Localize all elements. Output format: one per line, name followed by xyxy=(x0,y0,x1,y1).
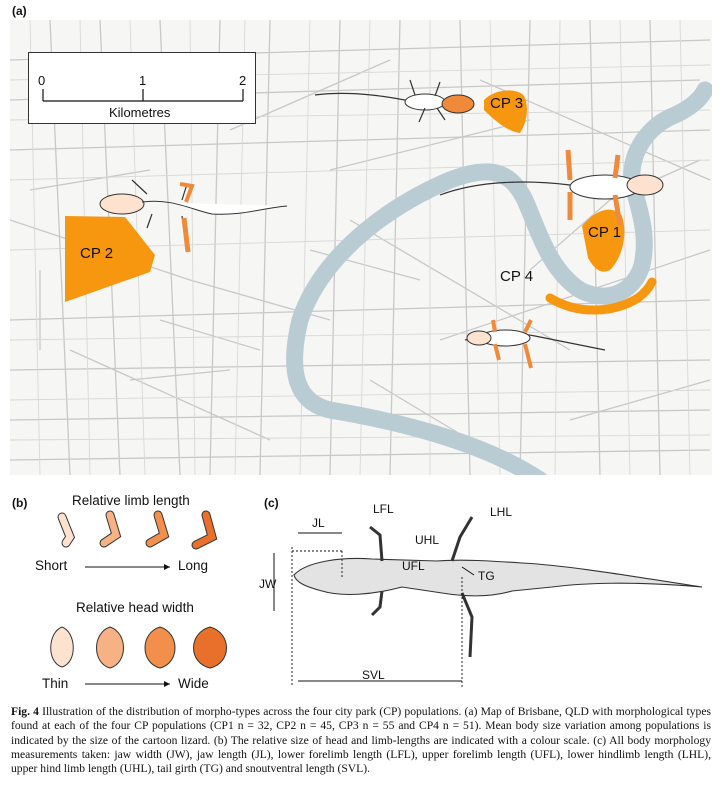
label-lhl: LHL xyxy=(490,505,513,519)
panel-a-label: (a) xyxy=(12,4,27,18)
head-wide xyxy=(194,627,227,668)
caption-text: Illustration of the distribution of morpho-types across the four city park (CP) populations. (a) Map of Brisbane, QLD with morphological types found at each of the four CP populations (CP1 n = 32, CP2 n = 45, CP3 n = 55 and CP4 n = 51). Mean body size variation among populations is indicated by the size of the cartoon lizard. (b) The relative size of head and limb-lengths are indicated with a colour scale. (c) All body morphology measurements taken: jaw width (JW), jaw length (JL), lower forelimb length (LFL), upper forelimb length (UFL), lower hindlimb length (LHL), upper hind limb length (UHL), tail girth (TG) and snoutventral length (SVL). xyxy=(11,705,711,776)
scale-tick-1: 1 xyxy=(139,73,147,88)
head-mid1 xyxy=(97,627,124,668)
lizard-cp4 xyxy=(465,320,605,368)
lizard-silhouette xyxy=(294,559,702,596)
head-color-scale xyxy=(51,627,227,668)
limb-color-scale xyxy=(62,515,212,545)
panel-b-graphic xyxy=(0,487,265,697)
label-ufl: UFL xyxy=(402,559,425,573)
head-scale-title: Relative head width xyxy=(76,600,194,615)
label-tg: TG xyxy=(478,569,495,583)
panel-b-label: (b) xyxy=(12,496,28,510)
label-cp1: CP 1 xyxy=(588,224,622,241)
limb-high-label: Long xyxy=(178,558,209,573)
scale-tick-0: 0 xyxy=(38,73,46,88)
figure-caption xyxy=(11,705,711,776)
limb-low-label: Short xyxy=(35,558,68,573)
figure-number: Fig. 4 xyxy=(11,705,39,718)
head-high-label: Wide xyxy=(178,676,209,691)
label-jl: JL xyxy=(312,516,325,530)
limb-scale-title: Relative limb length xyxy=(72,493,190,508)
label-lfl: LFL xyxy=(373,502,394,516)
panel-b xyxy=(0,487,265,697)
brisbane-map xyxy=(10,20,712,475)
label-svl: SVL xyxy=(362,668,385,682)
label-cp4: CP 4 xyxy=(500,268,534,285)
label-uhl: UHL xyxy=(415,533,440,547)
scale-tick-2: 2 xyxy=(239,73,247,88)
scale-bar xyxy=(28,52,256,124)
head-low-label: Thin xyxy=(42,676,69,691)
label-cp2: CP 2 xyxy=(80,245,114,262)
scale-unit: Kilometres xyxy=(109,105,171,120)
head-mid2 xyxy=(145,627,175,668)
panel-c xyxy=(259,487,723,697)
head-thin xyxy=(51,627,74,667)
label-jw: JW xyxy=(259,577,277,591)
label-cp3: CP 3 xyxy=(490,95,524,112)
panel-c-label: (c) xyxy=(264,496,279,510)
